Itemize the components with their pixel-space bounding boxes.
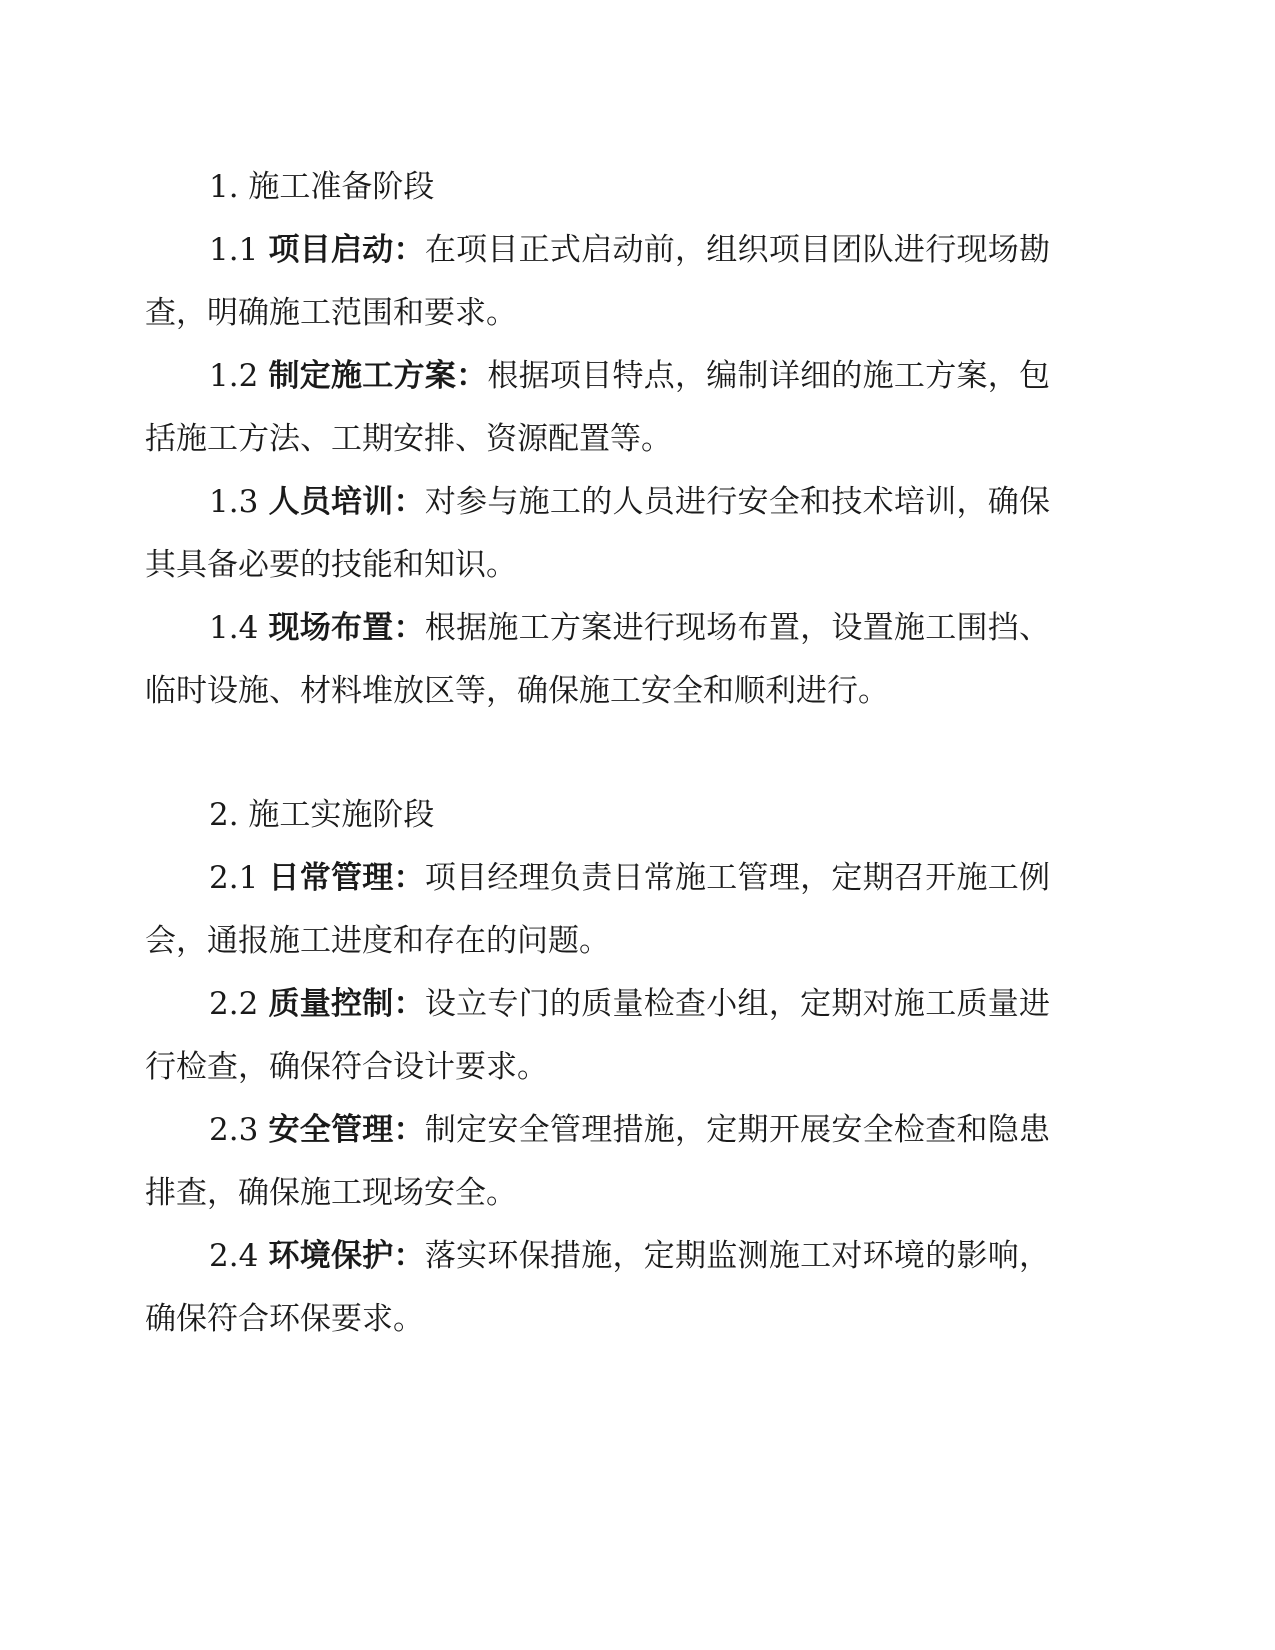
item-number: 2.4 <box>209 1238 259 1274</box>
section-construction-preparation <box>145 155 1050 723</box>
item-label: 制定施工方案： <box>268 358 488 394</box>
item-text: 制定安全管理措施，定期开展安全检查和隐患排查，确保施工现场安全。 <box>145 1112 1051 1211</box>
item-number: 2.1 <box>209 860 259 896</box>
item-text: 落实环保措施，定期监测施工对环境的影响，确保符合环保要求。 <box>145 1238 1051 1337</box>
item-label: 现场布置： <box>268 610 425 646</box>
item-label: 项目启动： <box>268 232 425 268</box>
section-title: 2. 施工实施阶段 <box>209 797 435 833</box>
item-text: 项目经理负责日常施工管理，定期召开施工例会，通报施工进度和存在的问题。 <box>145 860 1051 959</box>
item-number: 2.3 <box>209 1112 259 1148</box>
item-number: 2.2 <box>209 986 259 1022</box>
item-number: 1.3 <box>209 484 259 520</box>
paragraph-staff-training <box>145 471 1050 597</box>
item-label: 质量控制： <box>268 986 425 1022</box>
item-text: 根据项目特点，编制详细的施工方案，包括施工方法、工期安排、资源配置等。 <box>145 358 1051 457</box>
item-number: 1.4 <box>209 610 259 646</box>
paragraph-project-kickoff <box>145 219 1050 345</box>
paragraph-construction-plan <box>145 345 1050 471</box>
document-page <box>145 155 1050 1351</box>
paragraph-environmental-protection <box>145 1225 1050 1351</box>
item-number: 1.1 <box>209 232 259 268</box>
item-label: 日常管理： <box>268 860 425 896</box>
paragraph-quality-control <box>145 973 1050 1099</box>
item-label: 安全管理： <box>268 1112 425 1148</box>
section-construction-implementation <box>145 783 1050 1351</box>
item-text: 根据施工方案进行现场布置，设置施工围挡、临时设施、材料堆放区等，确保施工安全和顺利进行。 <box>145 610 1051 709</box>
paragraph-site-layout <box>145 597 1050 723</box>
item-text: 对参与施工的人员进行安全和技术培训，确保其具备必要的技能和知识。 <box>145 484 1051 583</box>
item-text: 在项目正式启动前，组织项目团队进行现场勘查，明确施工范围和要求。 <box>145 232 1051 331</box>
item-label: 环境保护： <box>268 1238 425 1274</box>
item-text: 设立专门的质量检查小组，定期对施工质量进行检查，确保符合设计要求。 <box>145 986 1051 1085</box>
paragraph-daily-management <box>145 847 1050 973</box>
paragraph-safety-management <box>145 1099 1050 1225</box>
item-number: 1.2 <box>209 358 259 394</box>
item-label: 人员培训： <box>268 484 425 520</box>
section-title: 1. 施工准备阶段 <box>209 169 435 205</box>
